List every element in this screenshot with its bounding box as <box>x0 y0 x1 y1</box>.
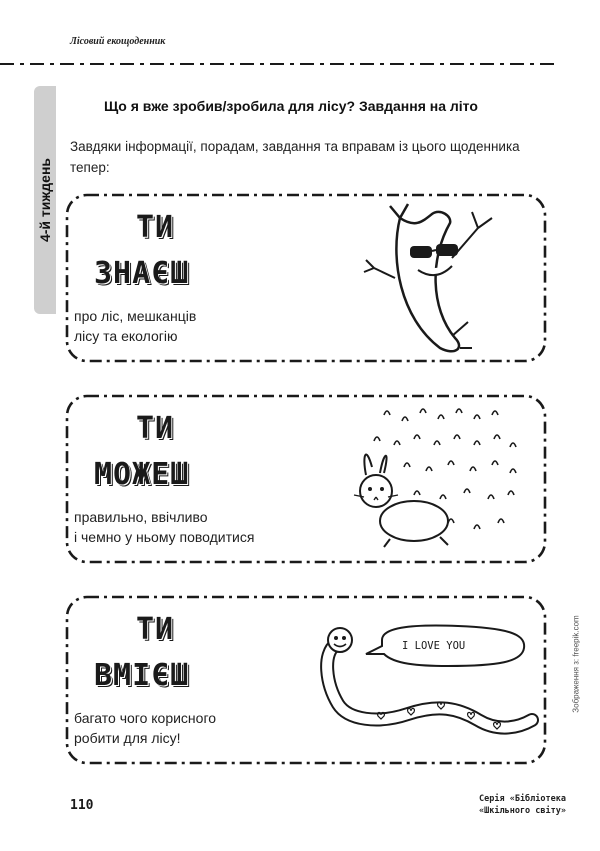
card-line-2: робити для лісу! <box>74 730 181 746</box>
card-word-1: ТИ <box>136 210 175 245</box>
card-line-1: про ліс, мешканців <box>74 308 197 324</box>
card-know <box>64 192 548 364</box>
speech-bubble-text: I LOVE YOU <box>402 640 466 652</box>
header-dashed-rule <box>0 58 600 70</box>
card-word-2: ВМІЄШ <box>94 658 190 693</box>
card-word-1: ТИ <box>136 411 175 446</box>
card-line-2: і чемно у ньому поводитися <box>74 529 255 545</box>
card-description <box>74 708 294 748</box>
banana-icon <box>360 198 500 358</box>
intro-text: Завдяки інформації, порадам, завдання та вправам із цього щоденника тепер: <box>70 139 520 175</box>
card-line-1: правильно, ввічливо <box>74 509 208 525</box>
running-head: Лісовий екощоденник <box>70 36 166 47</box>
week-tab <box>34 86 56 314</box>
week-tab-label: 4-й тиждень <box>37 157 53 243</box>
series-name <box>479 793 566 817</box>
series-line-1: Серія «Бібліотека <box>479 794 566 804</box>
card-word-2: МОЖЕШ <box>94 457 190 492</box>
page-heading: Що я вже зробив/зробила для лісу? Завдання на літо <box>104 98 478 114</box>
card-line-1: багато чого корисного <box>74 710 217 726</box>
image-credit: Зображення з: freepik.com <box>571 615 581 713</box>
card-description <box>74 306 294 346</box>
page-number: 110 <box>70 798 94 813</box>
rabbit-icon <box>344 405 524 555</box>
card-word-1: ТИ <box>136 612 175 647</box>
card-can <box>64 393 548 565</box>
series-line-2: «Шкільного світу» <box>479 806 566 816</box>
card-word-2: ЗНАЄШ <box>94 256 190 291</box>
card-able <box>64 594 548 766</box>
card-description <box>74 507 294 547</box>
card-line-2: лісу та екологію <box>74 328 178 344</box>
